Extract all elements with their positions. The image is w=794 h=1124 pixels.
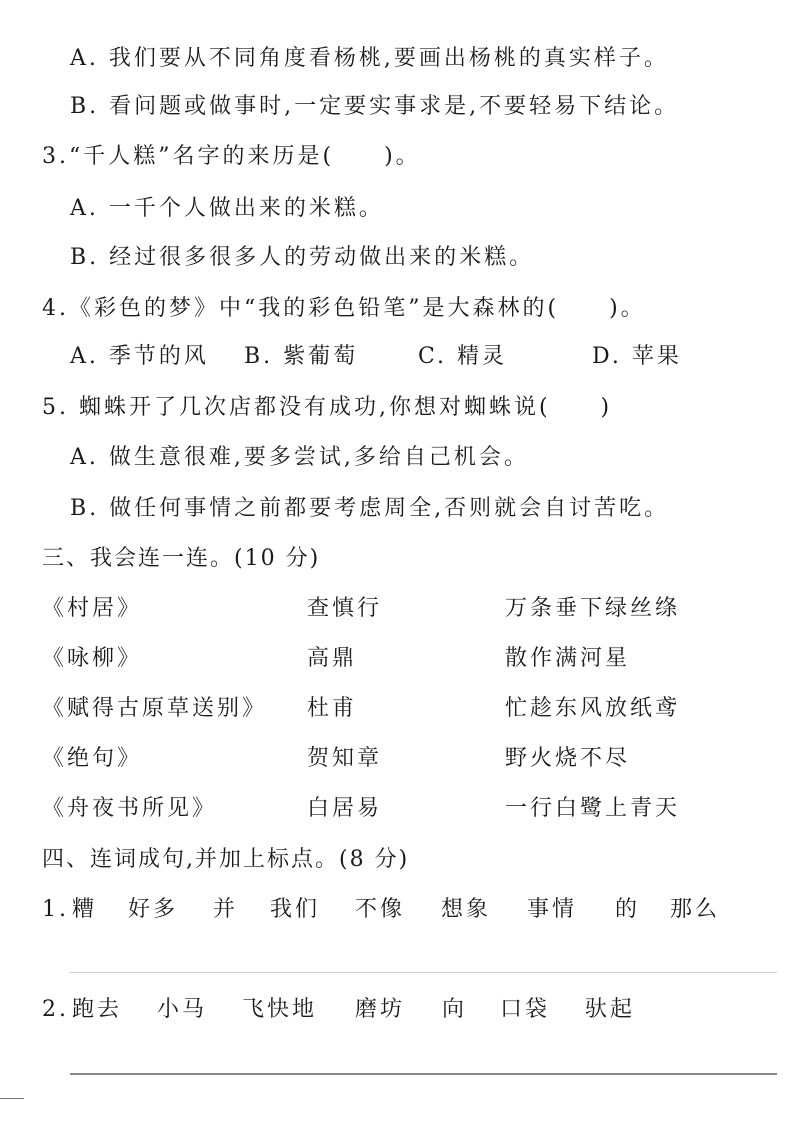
poem-title: 《村居》 (42, 596, 143, 621)
word-tile: 糟 (72, 897, 98, 922)
poem-author: 查慎行 (307, 596, 383, 621)
poem-line: 散作满河星 (505, 646, 631, 671)
word-tile: 好多 (128, 897, 179, 922)
question-number: 1. (42, 897, 69, 922)
word-tile: 飞快地 (242, 997, 318, 1022)
poem-author: 杜甫 (307, 696, 358, 721)
poem-author: 白居易 (307, 796, 383, 821)
q5-option-b: B. 做任何事情之前都要考虑周全,否则就会自讨苦吃。 (70, 496, 670, 521)
word-tile: 磨坊 (355, 997, 406, 1022)
word-tile: 想象 (441, 897, 492, 922)
poem-title: 《赋得古原草送别》 (42, 696, 268, 721)
section4-title: 四、连词成句,并加上标点。(8 分) (42, 847, 410, 872)
poem-title: 《绝句》 (42, 746, 143, 771)
section3-title: 三、我会连一连。(10 分) (42, 546, 321, 571)
q4-option-a: A. 季节的风 (70, 344, 209, 369)
q4-option-b: B. 紫葡萄 (244, 344, 359, 369)
q5-option-a: A. 做生意很难,要多尝试,多给自己机会。 (70, 445, 529, 470)
q4-option-c: C. 精灵 (418, 344, 508, 369)
word-tile: 事情 (527, 897, 578, 922)
poem-line: 一行白鹭上青天 (505, 796, 681, 821)
q2-option-a: A. 我们要从不同角度看杨桃,要画出杨桃的真实样子。 (70, 46, 669, 71)
q4-option-d: D. 苹果 (592, 344, 682, 369)
poem-author: 高鼎 (307, 646, 358, 671)
word-tile: 小马 (157, 997, 208, 1022)
q3-option-a: A. 一千个人做出来的米糕。 (70, 196, 384, 221)
q5-stem: 5. 蜘蛛开了几次店都没有成功,你想对蜘蛛说( ) (42, 395, 613, 420)
poem-line: 万条垂下绿丝绦 (505, 596, 681, 621)
poem-line: 忙趁东风放纸鸢 (505, 696, 681, 721)
word-tile: 那么 (670, 897, 721, 922)
poem-title: 《咏柳》 (42, 646, 143, 671)
q3-option-b: B. 经过很多很多人的劳动做出来的米糕。 (70, 245, 535, 270)
word-tile: 驮起 (585, 997, 636, 1022)
answer-line[interactable] (70, 1073, 777, 1075)
poem-line: 野火烧不尽 (505, 746, 631, 771)
q2-option-b: B. 看问题或做事时,一定要实事求是,不要轻易下结论。 (70, 94, 680, 119)
word-tile: 不像 (355, 897, 406, 922)
margin-mark (0, 1098, 24, 1099)
word-tile: 我们 (270, 897, 321, 922)
poem-author: 贺知章 (307, 746, 383, 771)
question-number: 2. (42, 997, 69, 1022)
word-tile: 口袋 (500, 997, 551, 1022)
word-tile: 的 (615, 897, 641, 922)
answer-line[interactable] (70, 972, 777, 973)
word-tile: 并 (213, 897, 239, 922)
word-tile: 向 (442, 997, 468, 1022)
word-tile: 跑去 (72, 997, 123, 1022)
q4-stem: 4.《彩色的梦》中“我的彩色铅笔”是大森林的( )。 (42, 296, 646, 321)
q3-stem: 3.“千人糕”名字的来历是( )。 (42, 144, 421, 169)
poem-title: 《舟夜书所见》 (42, 796, 218, 821)
